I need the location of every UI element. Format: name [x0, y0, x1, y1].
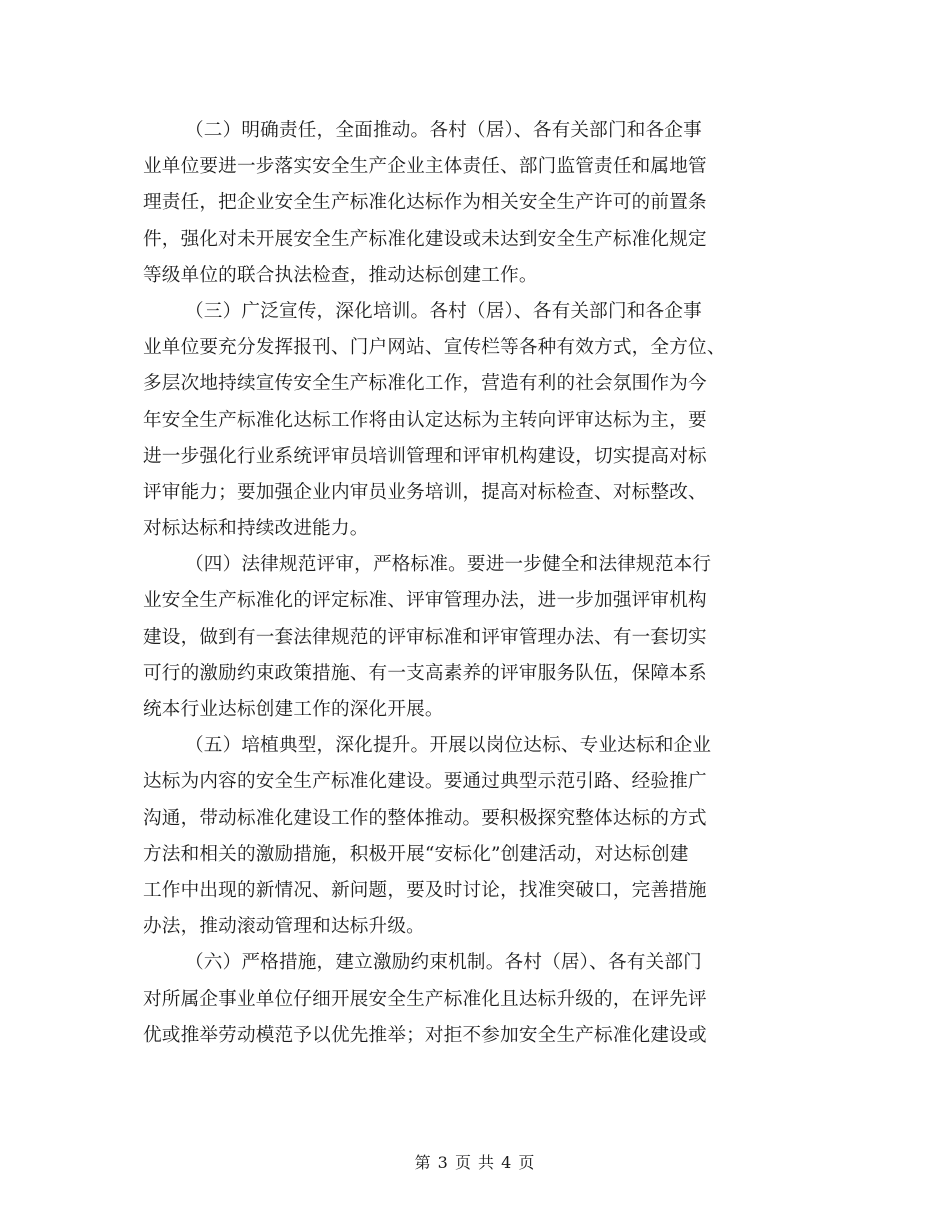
- paragraph-line: 工作中出现的新情况、新问题，要及时讨论，找准突破口，完善措施: [143, 879, 707, 901]
- paragraph-line: 多层次地持续宣传安全生产标准化工作，营造有利的社会氛围作为今: [143, 373, 707, 395]
- paragraph-line: 评审能力；要加强企业内审员业务培训，提高对标检查、对标整改、: [143, 481, 707, 503]
- paragraph-line: （五）培植典型，深化提升。开展以岗位达标、专业达标和企业: [185, 735, 712, 757]
- paragraph-line: 建设，做到有一套法律规范的评审标准和评审管理办法、有一套切实: [143, 626, 707, 648]
- paragraph-line: （六）严格措施，建立激励约束机制。各村（居）、各有关部门: [185, 952, 702, 974]
- paragraph-line: 进一步强化行业系统评审员培训管理和评审机构建设，切实提高对标: [143, 445, 707, 467]
- paragraph: [143, 113, 803, 294]
- paragraph: [143, 945, 803, 1054]
- paragraph-line: 对标达标和持续改进能力。: [143, 518, 369, 540]
- paragraph-line: （二）明确责任，全面推动。各村（居）、各有关部门和各企事: [185, 120, 702, 141]
- paragraph-line: 办法，推动滚动管理和达标升级。: [143, 916, 425, 938]
- document-body: [143, 113, 803, 1054]
- paragraph-line: 沟通，带动标准化建设工作的整体推动。要积极探究整体达标的方式: [143, 807, 707, 829]
- paragraph: [143, 294, 803, 547]
- paragraph-line: 年安全生产标准化达标工作将由认定达标为主转向评审达标为主，要: [143, 409, 707, 431]
- paragraph-line: 方法和相关的激励措施，积极开展“安标化”创建活动，对达标创建: [143, 843, 689, 865]
- paragraph-line: 可行的激励约束政策措施、有一支高素养的评审服务队伍，保障本系: [143, 662, 707, 684]
- paragraph-line: 理责任，把企业安全生产标准化达标作为相关安全生产许可的前置条: [143, 192, 707, 214]
- paragraph-line: 对所属企事业单位仔细开展安全生产标准化且达标升级的，在评先评: [143, 988, 707, 1010]
- paragraph-line: （三）广泛宣传，深化培训。各村（居）、各有关部门和各企事: [185, 300, 702, 322]
- paragraph: [143, 728, 803, 945]
- paragraph: [143, 547, 803, 728]
- paragraph-line: 业单位要充分发挥报刊、门户网站、宣传栏等各种有效方式，全方位、: [143, 337, 726, 359]
- paragraph-line: 业安全生产标准化的评定标准、评审管理办法，进一步加强评审机构: [143, 590, 707, 612]
- paragraph-line: 件，强化对未开展安全生产标准化建设或未达到安全生产标准化规定: [143, 228, 707, 250]
- page-number-footer: 第 3 页 共 4 页: [414, 1153, 536, 1172]
- paragraph-line: （四）法律规范评审，严格标准。要进一步健全和法律规范本行: [185, 554, 712, 576]
- paragraph-line: 优或推举劳动模范予以优先推举；对拒不参加安全生产标准化建设或: [143, 1024, 707, 1046]
- paragraph-line: 等级单位的联合执法检查，推动达标创建工作。: [143, 264, 538, 286]
- paragraph-line: 统本行业达标创建工作的深化开展。: [143, 699, 444, 720]
- paragraph-line: 达标为内容的安全生产标准化建设。要通过典型示范引路、经验推广: [143, 771, 707, 793]
- paragraph-line: 业单位要进一步落实安全生产企业主体责任、部门监管责任和属地管: [143, 156, 707, 178]
